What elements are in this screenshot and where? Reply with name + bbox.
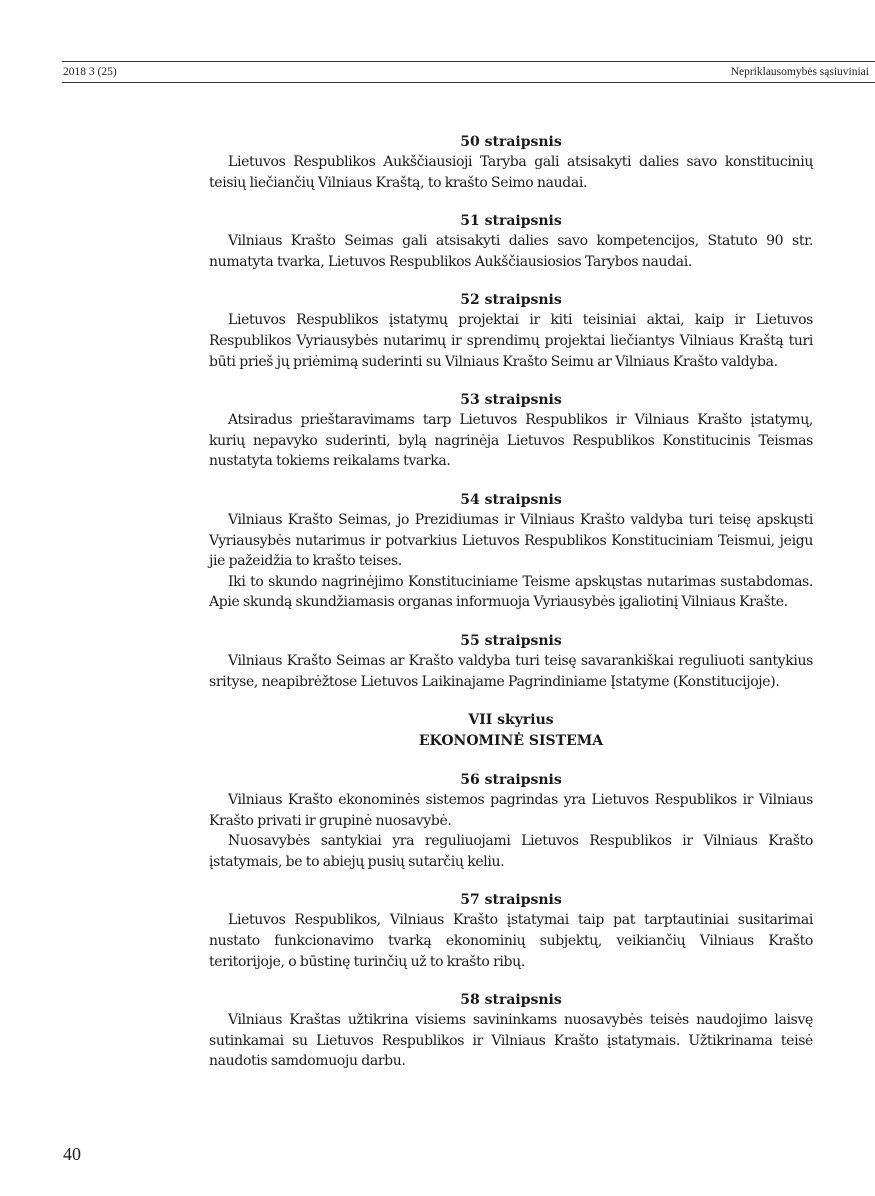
running-header-journal: Nepriklausomybės sąsiuviniai — [730, 66, 869, 78]
article-title: 56 straipsnis — [460, 772, 562, 789]
article-paragraph: Atsiradus prieštaravimams tarp Lietuvos Respublikos ir Vilniaus Krašto įstatymų, kurių nepavyko suderinti, bylą nagrinėja Lietuvos Respublikos Konstitucinis Teismas nustatyta tokiems reikalams tvarka. — [209, 412, 813, 470]
article-title: 57 straipsnis — [460, 892, 562, 909]
running-header-issue: 2018 3 (25) — [63, 66, 117, 78]
article-title: 51 straipsnis — [460, 213, 562, 230]
header-bottom-rule — [62, 82, 875, 83]
article-title: 52 straipsnis — [460, 292, 562, 309]
article-paragraph: Iki to skundo nagrinėjimo Konstituciniame Teisme apskųstas nutarimas sustabdomas. Apie skundą skundžiamasis organas informuoja Vyriausybės įgaliotinį Vilniaus Krašte. — [209, 573, 813, 611]
article-title: 55 straipsnis — [460, 632, 562, 649]
article-54 — [209, 490, 813, 613]
article-paragraph: Vilniaus Krašto Seimas, jo Prezidiumas ir Vilniaus Krašto valdyba turi teisę apskųsti Vyriausybės nutarimus ir potvarkius Lietuvos Respublikos Konstituciniam Teismui, jeigu jie pažeidžia to krašto teises. — [209, 511, 813, 570]
article-paragraph: Vilniaus Krašto ekonominės sistemos pagrindas yra Lietuvos Respublikos ir Vilniaus Krašto privati ir grupinė nuosavybė. — [209, 792, 813, 829]
chapter-heading — [209, 710, 813, 752]
header-top-rule — [62, 61, 875, 62]
article-53 — [209, 390, 813, 472]
article-50 — [209, 132, 813, 193]
article-paragraph: Vilniaus Krašto Seimas gali atsisakyti dalies savo kompetencijos, Statuto 90 str. numatyta tvarka, Lietuvos Respublikos Aukščiausiosios Tarybos naudai. — [209, 233, 813, 270]
page-number: 40 — [63, 1144, 81, 1164]
chapter-number: VII skyrius — [468, 712, 554, 729]
article-paragraph: Lietuvos Respublikos įstatymų projektai ir kiti teisiniai aktai, kaip ir Lietuvos Respublikos Vyriausybės nutarimų ir sprendimų projektai liečiantys Vilniaus Kraštą turi būti prieš jų priėmimą suderinti su Vilniaus Krašto Seimu ar Vilniaus Krašto valdyba. — [209, 312, 813, 370]
article-55 — [209, 631, 813, 692]
article-52 — [209, 290, 813, 372]
article-title: 50 straipsnis — [460, 134, 562, 150]
article-title: 53 straipsnis — [460, 392, 562, 409]
article-paragraph: Nuosavybės santykiai yra reguliuojami Lietuvos Respublikos ir Vilniaus Krašto įstatymais, be to abiejų pusių sutarčių keliu. — [209, 833, 813, 870]
article-51 — [209, 211, 813, 272]
article-56 — [209, 770, 813, 872]
article-paragraph: Vilniaus Kraštas užtikrina visiems savininkams nuosavybės teisės naudojimo laisvę sutinkamai su Lietuvos Respublikos ir Vilniaus Krašto įstatymais. Užtikrinama teisė naudotis samdomuoju darbu. — [209, 1012, 813, 1070]
chapter-title: EKONOMINĖ SISTEMA — [418, 733, 604, 750]
article-58 — [209, 990, 813, 1072]
article-paragraph: Lietuvos Respublikos Aukščiausioji Taryba gali atsisakyti dalies savo konstitucinių teisių liečiančių Vilniaus Kraštą, to krašto Seimo naudai. — [209, 154, 813, 191]
article-57 — [209, 890, 813, 972]
article-title: 58 straipsnis — [460, 992, 562, 1009]
article-title: 54 straipsnis — [460, 491, 562, 508]
article-paragraph: Vilniaus Krašto Seimas ar Krašto valdyba turi teisę savarankiškai reguliuoti santykius srityse, neapibrėžtose Lietuvos Laikinajame Pagrindiniame Įstatyme (Konstitucijoje). — [209, 652, 813, 690]
article-paragraph: Lietuvos Respublikos, Vilniaus Krašto įstatymai taip pat tarptautiniai susitarimai nustato funkcionavimo tvarką ekonominių subjektų, veikiančių Vilniaus Krašto teritorijoje, o būstinę turinčių už to krašto ribų. — [209, 912, 813, 970]
page-body — [209, 132, 813, 1090]
